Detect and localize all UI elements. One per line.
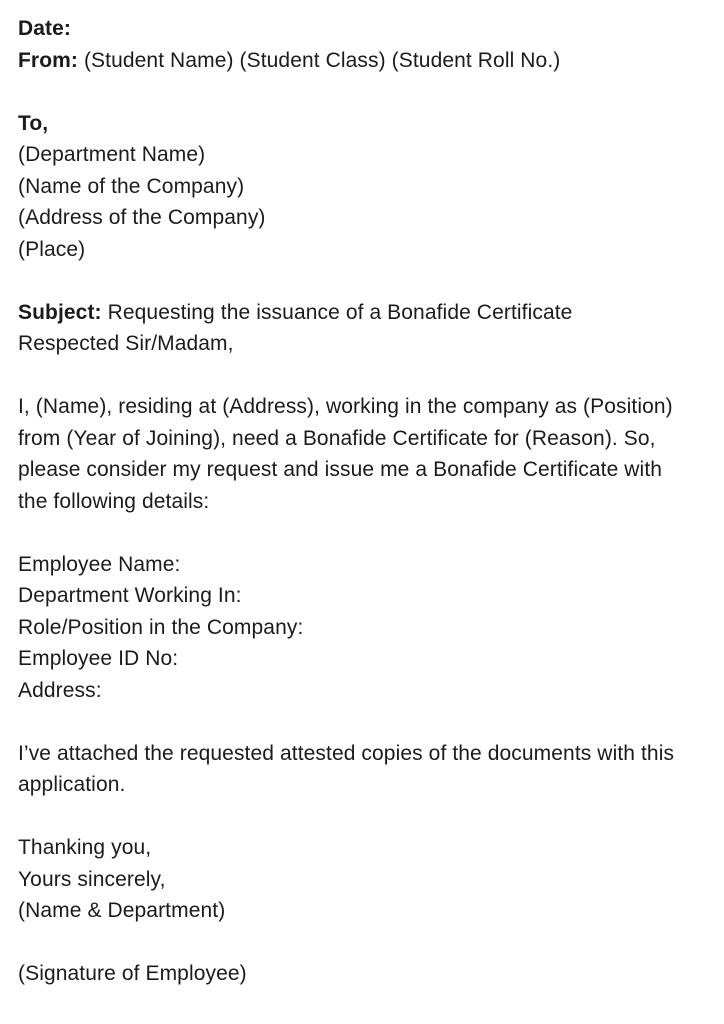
date-line [18,13,694,45]
subject-line [18,297,694,329]
recipient-line-company-address: (Address of the Company) [18,206,266,229]
from-label: From: [18,48,78,72]
date-label: Date: [18,17,72,40]
closing-line-name-department: (Name & Department) [18,899,226,922]
subject-label: Subject: [18,300,102,324]
signature-line: (Signature of Employee) [18,962,247,985]
from-value: (Student Name) (Student Class) (Student Roll No.) [83,48,561,72]
to-label: To, [18,111,49,135]
closing-block [18,832,694,927]
from-line [18,45,694,77]
detail-line-address: Address: [18,678,102,702]
date-from-block [18,13,694,76]
closing-line-sincerely: Yours sincerely, [18,867,166,891]
details-block [18,549,694,707]
subject-text: Requesting the issuance of a Bonafide Certificate [107,300,573,324]
detail-line-employee-id: Employee ID No: [18,647,179,670]
detail-line-employee-name: Employee Name: [18,552,181,576]
recipient-line-department: (Department Name) [18,143,206,166]
detail-line-department: Department Working In: [18,584,242,607]
salutation: Respected Sir/Madam, [18,332,234,355]
closing-line-thanking: Thanking you, [18,836,152,859]
recipient-line-place: (Place) [18,237,86,261]
subject-block [18,297,694,360]
attachment-note: I’ve attached the requested attested copies of the documents with this application. [18,741,675,796]
recipient-line-company-name: (Name of the Company) [18,174,245,198]
detail-line-role-position: Role/Position in the Company: [18,615,304,639]
body-paragraph: I, (Name), residing at (Address), working in the company as (Position) from (Year of Joining), need a Bonafide Certificate for (Reason). So, please consider my request and issue me a Bonafide Certificate with the following details: [18,395,673,513]
recipient-block [18,108,694,266]
